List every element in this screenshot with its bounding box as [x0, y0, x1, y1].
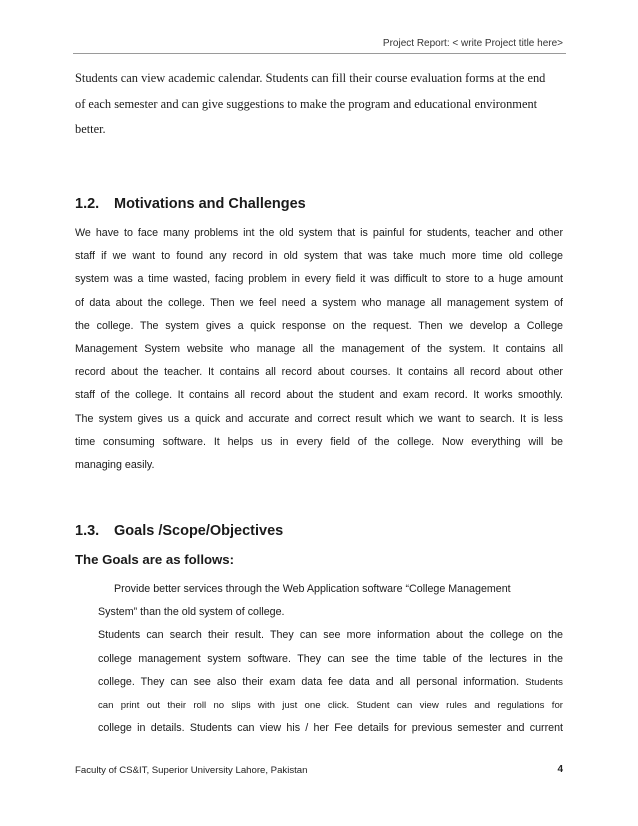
header-divider — [73, 53, 566, 54]
paragraph-line: the college. The system gives a quick response on the request. Then we develop a College — [75, 319, 563, 332]
goal-line-text: college. They can see also their exam data fee data and all personal information. — [98, 675, 520, 688]
paragraph-line: time consuming software. It helps us in every field of the college. Now everything will be — [75, 435, 563, 448]
goals-subheading: The Goals are as follows: — [75, 552, 235, 567]
intro-line: of each semester and can give suggestions to make the program and educational environment — [75, 96, 538, 111]
paragraph-line: The system gives us a quick and accurate and correct result which we want to search. It is less — [75, 412, 563, 425]
paragraph-line: Management System website who manage all the management of the system. It contains all — [75, 343, 563, 356]
section-number: 1.3. — [75, 523, 100, 539]
section-title: Goals /Scope/Objectives — [114, 523, 284, 539]
goal-line: Provide better services through the Web Application software “College Management — [114, 583, 511, 595]
running-header: Project Report: < write Project title here> — [382, 38, 563, 49]
footer-institution: Faculty of CS&IT, Superior University Lahore, Pakistan — [75, 765, 308, 776]
section-heading-motivations — [75, 196, 306, 212]
goal-line-with-tail — [98, 671, 563, 694]
intro-line: Students can view academic calendar. Students can fill their course evaluation forms at the end — [75, 71, 546, 85]
intro-line: better. — [75, 122, 106, 136]
motivations-paragraph — [75, 222, 563, 477]
paragraph-line: managing easily. — [75, 459, 155, 472]
goal-line — [98, 694, 563, 717]
section-heading-goals — [75, 523, 283, 539]
paragraph-line: record about the teacher. It contains all record about courses. It contains all record about other — [75, 366, 563, 379]
goal-line-tail: Students — [525, 676, 563, 688]
page-number: 4 — [557, 764, 563, 775]
paragraph-line: system was a time wasted, facing problem in every field it was difficult to store to a huge amount — [75, 273, 563, 286]
intro-paragraph — [75, 66, 567, 143]
paragraph-line: of data about the college. Then we feel need a system who manage all management system of — [75, 296, 563, 309]
goal-line-text: can print out their roll no slips with just one click. Student can view rules and regulations for — [98, 700, 563, 712]
goals-list — [98, 578, 563, 740]
paragraph-line: staff if we want to found any record in old system that was take much more time old college — [75, 250, 563, 263]
goal-line: college management system software. They can see the time table of the lectures in the — [98, 652, 563, 665]
paragraph-line: We have to face many problems int the old system that is painful for students, teacher and other — [75, 227, 563, 239]
goal-line: college in details. Students can view his / her Fee details for previous semester and current — [98, 722, 563, 735]
goal-line: Students can search their result. They can see more information about the college on the — [98, 629, 563, 642]
goal-line: System” than the old system of college. — [98, 606, 285, 619]
section-number: 1.2. — [75, 196, 100, 212]
paragraph-line: staff of the college. It contains all record about the student and exam record. It works smoothly. — [75, 389, 563, 402]
section-title: Motivations and Challenges — [114, 196, 306, 212]
